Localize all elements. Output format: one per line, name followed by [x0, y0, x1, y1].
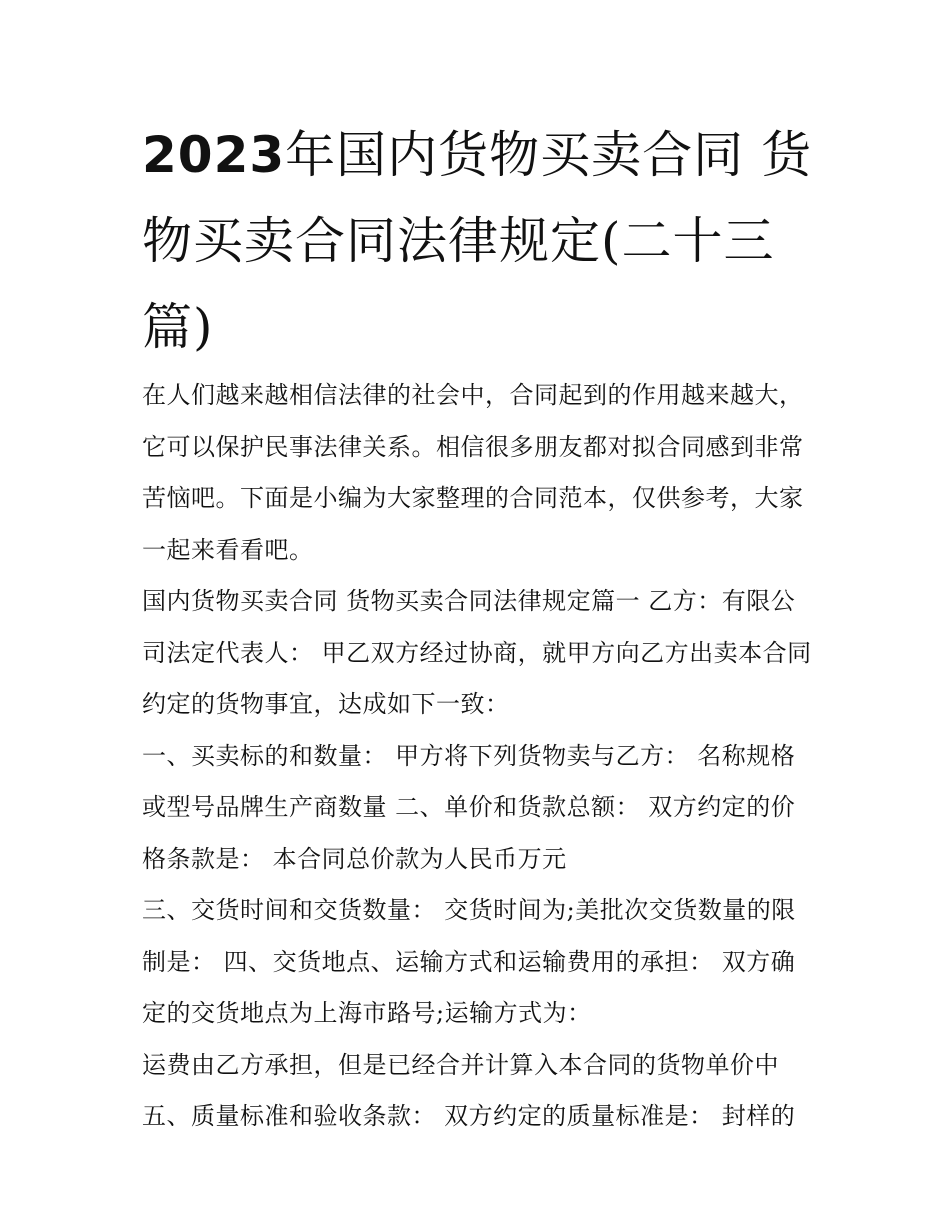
document-title-text: 年国内货物买卖合同 货物买卖合同法律规定(二十三篇) — [142, 126, 813, 356]
paragraph-parties: 国内货物买卖合同 货物买卖合同法律规定篇一 乙方：有限公司法定代表人： 甲乙双方经过协商，就甲方向乙方出卖本合同约定的货物事宜，达成如下一致： — [142, 587, 812, 718]
paragraph-freight: 运费由乙方承担，但是已经合并计算入本合同的货物单价中 — [142, 1050, 779, 1079]
document-title — [142, 112, 814, 370]
document-title-year: 2023 — [142, 126, 286, 184]
paragraph-quality: 五、质量标准和验收条款： 双方约定的质量标准是： 封样的 — [142, 1102, 796, 1130]
document-page — [142, 112, 814, 1143]
paragraph-delivery: 三、交货时间和交货数量： 交货时间为;美批次交货数量的限制是： 四、交货地点、运输方式和运输费用的承担： 双方确定的交货地点为上海市路号;运输方式为： — [142, 896, 796, 1027]
paragraph-item-price: 一、买卖标的和数量： 甲方将下列货物卖与乙方： 名称规格或型号品牌生产商数量 二、单价和货款总额： 双方约定的价格条款是： 本合同总价款为人民币万元 — [142, 741, 796, 873]
paragraph-intro: 在人们越来越相信法律的社会中，合同起到的作用越来越大，它可以保护民事法律关系。相信很多朋友都对拟合同感到非常苦恼吧。下面是小编为大家整理的合同范本，仅供参考，大家一起来看看吧。 — [142, 381, 804, 564]
document-body — [142, 370, 814, 1143]
